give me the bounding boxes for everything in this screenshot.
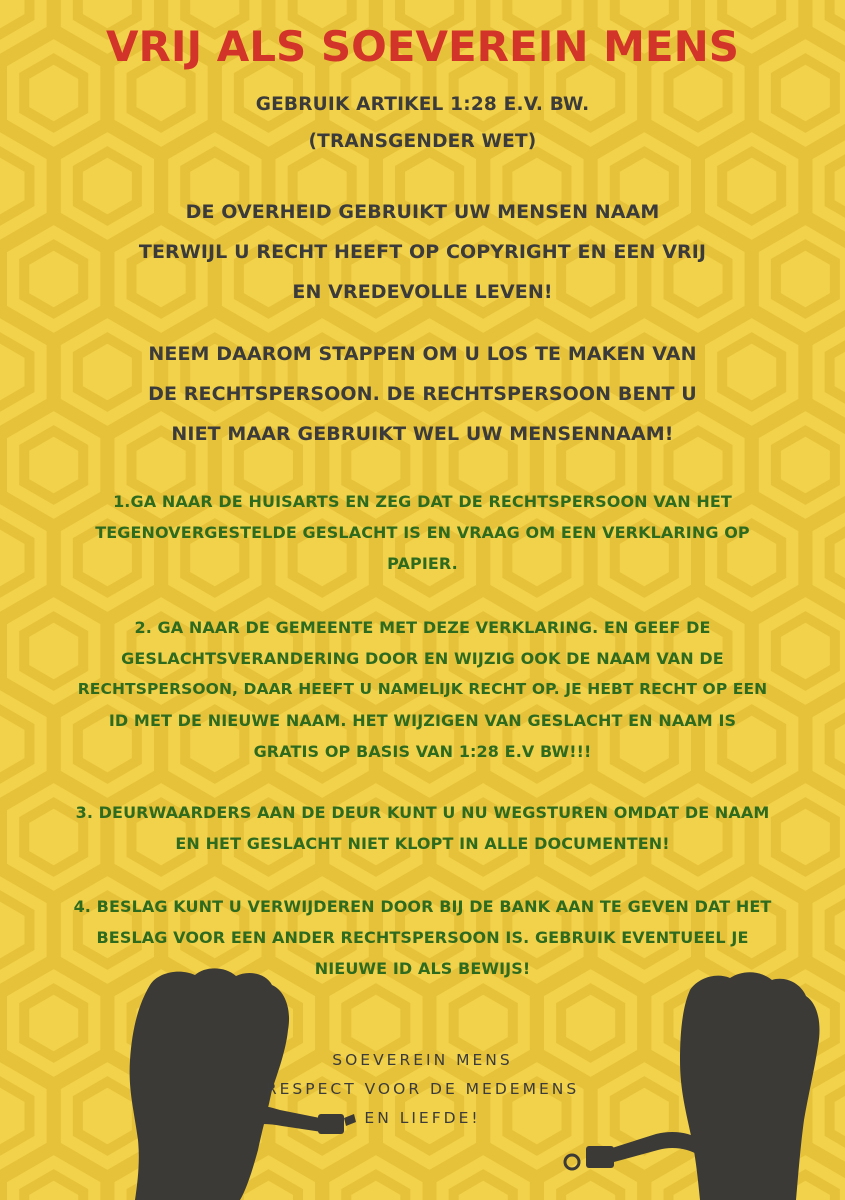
footer-line: EN LIEFDE! bbox=[364, 1109, 481, 1127]
footer-line: SOEVEREIN MENS bbox=[332, 1051, 513, 1069]
step-line: ID MET DE NIEUWE NAAM. HET WIJZIGEN VAN GESLACHT EN NAAM IS bbox=[108, 711, 737, 730]
step-line: GRATIS OP BASIS VAN 1:28 E.V BW!!! bbox=[253, 742, 592, 761]
step-line: RECHTSPERSOON, DAAR HEEFT U NAMELIJK RECHT OP. JE HEBT RECHT OP EEN bbox=[77, 680, 768, 698]
footer-line: RESPECT VOOR DE MEDEMENS bbox=[265, 1080, 580, 1098]
step-line: 1.GA NAAR DE HUISARTS EN ZEG DAT DE RECHTSPERSOON VAN HET bbox=[113, 492, 732, 511]
intro-line: NIET MAAR GEBRUIKT WEL UW MENSENNAAM! bbox=[171, 423, 674, 445]
poster-title: VRIJ ALS SOEVEREIN MENS bbox=[105, 22, 739, 71]
step-line: NIEUWE ID ALS BEWIJS! bbox=[314, 959, 531, 978]
intro-line: EN VREDEVOLLE LEVEN! bbox=[292, 281, 553, 303]
intro-line: DE OVERHEID GEBRUIKT UW MENSEN NAAM bbox=[185, 201, 660, 223]
step-line: PAPIER. bbox=[387, 554, 458, 573]
intro-line: TERWIJL U RECHT HEEFT OP COPYRIGHT EN EEN VRIJ bbox=[138, 241, 707, 263]
step-line: TEGENOVERGESTELDE GESLACHT IS EN VRAAG OM EEN VERKLARING OP bbox=[95, 523, 750, 542]
subtitle-line: GEBRUIK ARTIKEL 1:28 E.V. BW. bbox=[255, 94, 590, 115]
step-line: 3. DEURWAARDERS AAN DE DEUR KUNT U NU WEGSTUREN OMDAT DE NAAM bbox=[75, 803, 770, 822]
subtitle-line: (TRANSGENDER WET) bbox=[308, 131, 537, 152]
step-line: EN HET GESLACHT NIET KLOPT IN ALLE DOCUMENTEN! bbox=[175, 834, 670, 853]
step-line: BESLAG VOOR EEN ANDER RECHTSPERSOON IS. GEBRUIK EVENTUEEL JE bbox=[96, 928, 749, 947]
step-line: 2. GA NAAR DE GEMEENTE MET DEZE VERKLARING. EN GEEF DE bbox=[134, 618, 711, 637]
step-line: GESLACHTSVERANDERING DOOR EN WIJZIG OOK DE NAAM VAN DE bbox=[121, 649, 724, 668]
intro-line: DE RECHTSPERSOON. DE RECHTSPERSOON BENT U bbox=[148, 383, 697, 405]
intro-line: NEEM DAAROM STAPPEN OM U LOS TE MAKEN VAN bbox=[148, 343, 697, 365]
step-line: 4. BESLAG KUNT U VERWIJDEREN DOOR BIJ DE BANK AAN TE GEVEN DAT HET bbox=[73, 897, 772, 916]
